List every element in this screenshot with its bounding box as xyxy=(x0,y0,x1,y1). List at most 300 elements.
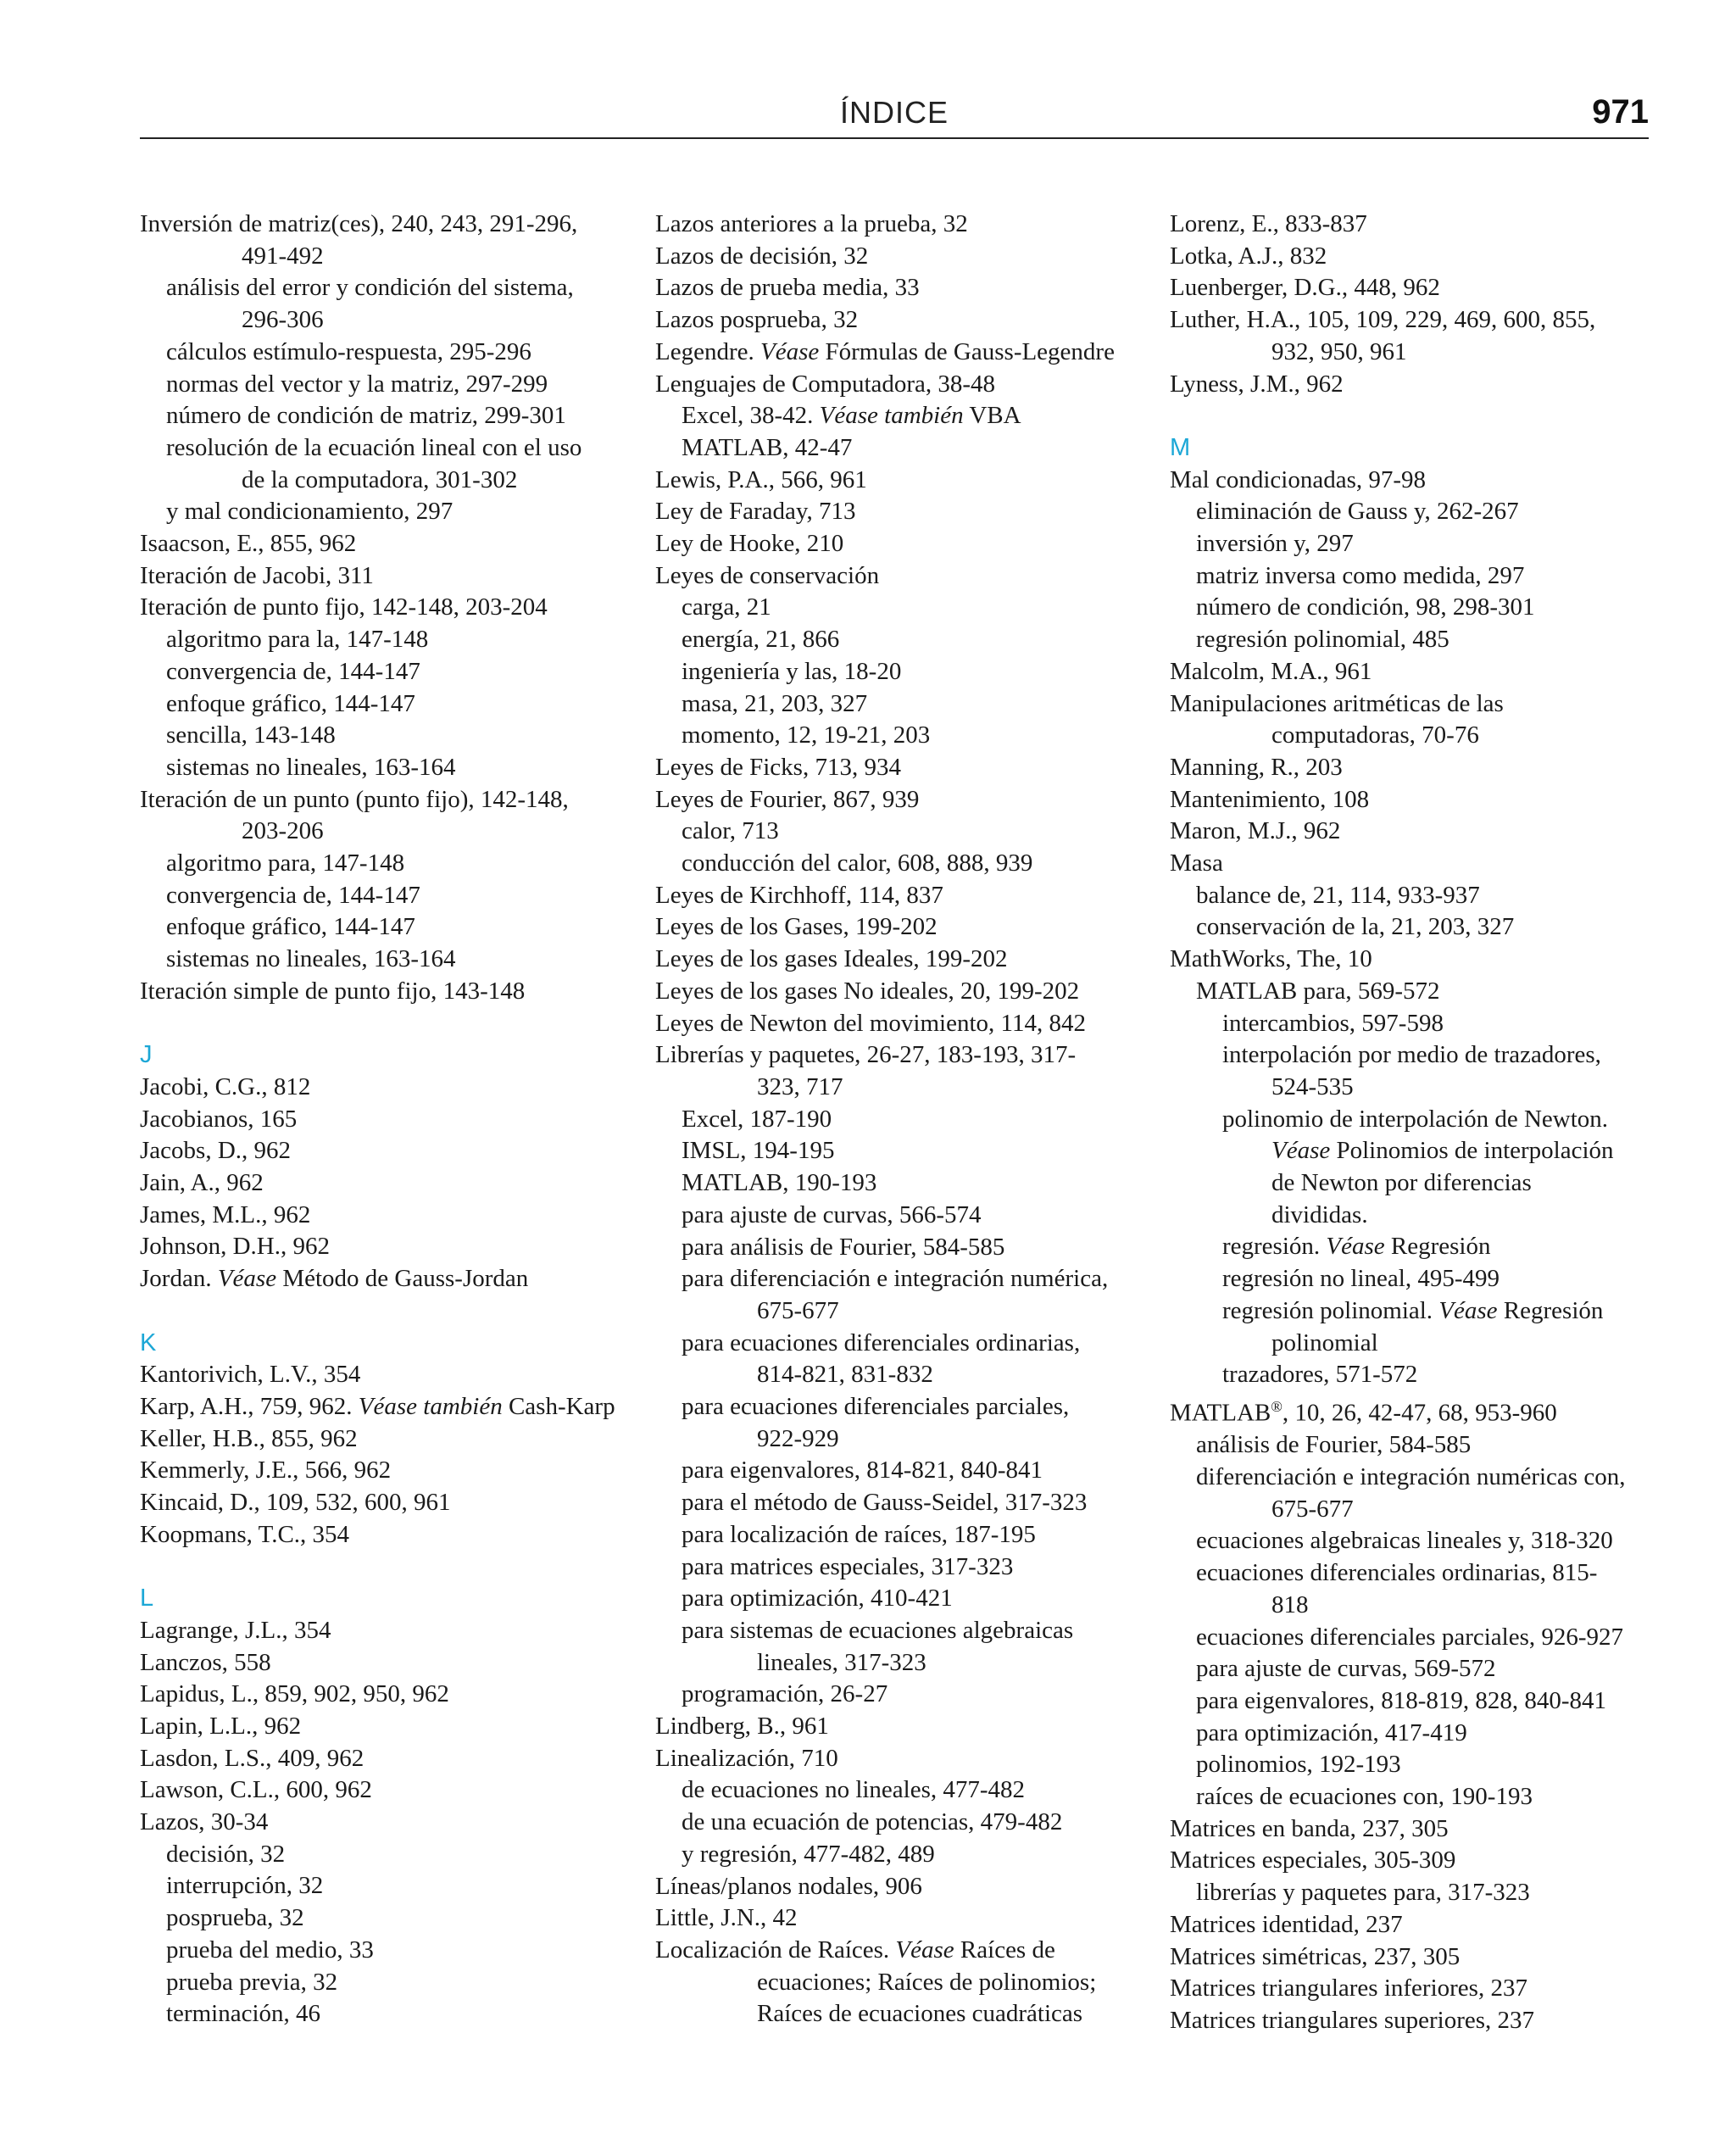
entry-text: Iteración de punto fijo, 142-148, 203-204 xyxy=(140,593,548,621)
entry-text: raíces de ecuaciones con, 190-193 xyxy=(1196,1783,1533,1811)
entry-text: Matrices en banda, 237, 305 xyxy=(1170,1814,1449,1842)
entry-text: Lazos posprueba, 32 xyxy=(655,306,859,334)
index-entry-continuation xyxy=(1170,337,1653,369)
index-entry-level-0 xyxy=(655,1008,1164,1040)
index-entry-level-1 xyxy=(140,752,640,784)
index-entry-level-0 xyxy=(655,911,1164,944)
index-entry-level-0 xyxy=(1170,304,1653,337)
index-entry-level-0 xyxy=(655,241,1164,273)
index-entry-level-0 xyxy=(140,1263,640,1295)
entry-text: regresión no lineal, 495-499 xyxy=(1222,1265,1500,1293)
entry-text: para optimización, 410-421 xyxy=(682,1585,953,1612)
index-entry-level-0 xyxy=(1170,752,1653,784)
index-entry-level-0 xyxy=(655,976,1164,1008)
index-entry-level-1 xyxy=(655,432,1164,465)
running-head-title: ÍNDICE xyxy=(839,95,949,130)
entry-text: Lorenz, E., 833-837 xyxy=(1170,210,1367,237)
entry-text: Mal condicionadas, 97-98 xyxy=(1170,465,1427,493)
index-entry-level-0 xyxy=(140,784,640,816)
index-entry-level-1 xyxy=(655,1391,1164,1423)
index-entry-level-2 xyxy=(1170,1008,1653,1040)
index-entry-level-1 xyxy=(655,816,1164,848)
entry-text: trazadores, 571-572 xyxy=(1222,1361,1418,1389)
index-entry-continuation xyxy=(655,1295,1164,1328)
index-entry-level-1 xyxy=(1170,1653,1653,1685)
entry-text: Lazos de prueba media, 33 xyxy=(655,274,920,302)
entry-text: Leyes de Ficks, 713, 934 xyxy=(655,753,901,781)
entry-text: Maron, M.J., 962 xyxy=(1170,817,1341,845)
entry-text: para ecuaciones diferenciales parciales, xyxy=(682,1393,1070,1421)
index-entry-continuation xyxy=(1170,1167,1653,1200)
index-entry-continuation xyxy=(1170,1328,1653,1360)
entry-text: balance de, 21, 114, 933-937 xyxy=(1196,881,1480,909)
entry-text: análisis del error y condición del sistema, xyxy=(166,274,574,302)
entry-text: Excel, 187-190 xyxy=(682,1105,832,1133)
entry-text: Cash-Karp xyxy=(502,1392,615,1420)
entry-text: Iteración simple de punto fijo, 143-148 xyxy=(140,977,526,1005)
entry-text: convergencia de, 144-147 xyxy=(166,657,420,685)
index-entry-level-0 xyxy=(1170,944,1653,976)
index-entry-level-1 xyxy=(140,400,640,432)
index-entry-level-1 xyxy=(1170,1718,1653,1750)
entry-text: 323, 717 xyxy=(757,1072,843,1100)
entry-text: posprueba, 32 xyxy=(166,1904,304,1932)
entry-text: MATLAB para, 569-572 xyxy=(1196,977,1440,1005)
index-entry-level-1 xyxy=(655,1328,1164,1360)
index-entry-level-1 xyxy=(140,720,640,752)
entry-text: IMSL, 194-195 xyxy=(682,1137,835,1165)
index-entry-level-0 xyxy=(1170,1973,1653,2005)
index-entry-level-0 xyxy=(140,560,640,593)
index-entry-level-0 xyxy=(140,1391,640,1423)
entry-text: 675-677 xyxy=(757,1296,839,1324)
index-entry-level-0 xyxy=(140,1135,640,1167)
index-entry-level-0 xyxy=(1170,1909,1653,1941)
index-entry-level-1 xyxy=(140,624,640,656)
entry-text: intercambios, 597-598 xyxy=(1222,1009,1444,1037)
index-entry-level-1 xyxy=(140,432,640,465)
entry-text: para ecuaciones diferenciales ordinarias, xyxy=(682,1328,1081,1356)
index-entry-level-1 xyxy=(140,337,640,369)
cross-reference-text: Véase xyxy=(1271,1137,1331,1165)
entry-text: Iteración de Jacobi, 311 xyxy=(140,561,374,589)
section-letter-heading: K xyxy=(140,1328,157,1356)
index-entry-level-0 xyxy=(655,560,1164,593)
entry-text: Leyes de Newton del movimiento, 114, 842 xyxy=(655,1009,1086,1037)
entry-text: número de condición, 98, 298-301 xyxy=(1196,593,1535,621)
entry-text: Lawson, C.L., 600, 962 xyxy=(140,1776,372,1804)
index-entry-level-1 xyxy=(140,1998,640,2030)
index-entry-level-1 xyxy=(1170,1462,1653,1494)
entry-text: Fórmulas de Gauss-Legendre xyxy=(819,337,1115,365)
cross-reference-text: Véase xyxy=(1326,1233,1385,1261)
index-entry-level-0 xyxy=(1170,848,1653,880)
entry-text: Keller, H.B., 855, 962 xyxy=(140,1424,358,1452)
entry-text: Manipulaciones aritméticas de las xyxy=(1170,689,1504,717)
index-entry-level-0 xyxy=(655,272,1164,304)
index-entry-level-0 xyxy=(140,1072,640,1104)
index-entry-level-0 xyxy=(655,1871,1164,1903)
index-entry-level-0 xyxy=(655,1711,1164,1743)
entry-text: para el método de Gauss-Seidel, 317-323 xyxy=(682,1489,1088,1517)
entry-text: Kantorivich, L.V., 354 xyxy=(140,1361,361,1389)
entry-text: Leyes de los gases Ideales, 199-202 xyxy=(655,945,1008,973)
entry-text: VBA xyxy=(963,402,1021,430)
index-entry-level-0 xyxy=(655,1743,1164,1775)
index-entry-level-1 xyxy=(1170,1781,1653,1813)
section-spacer xyxy=(140,1551,640,1583)
index-entry-level-0 xyxy=(140,1647,640,1679)
index-entry-level-0 xyxy=(140,1167,640,1200)
index-entry-level-0 xyxy=(140,976,640,1008)
index-entry-level-0 xyxy=(655,337,1164,369)
index-entry-level-1 xyxy=(1170,1685,1653,1718)
index-entry-continuation xyxy=(1170,1200,1653,1232)
index-entry-level-1 xyxy=(655,720,1164,752)
index-entry-continuation xyxy=(1170,1590,1653,1622)
cross-reference-text: Véase también xyxy=(819,402,964,430)
index-entry-level-0 xyxy=(655,369,1164,401)
entry-text: 491-492 xyxy=(242,242,324,270)
entry-text: conservación de la, 21, 203, 327 xyxy=(1196,913,1515,941)
index-entry-level-1 xyxy=(140,272,640,304)
index-entry-level-0 xyxy=(140,1743,640,1775)
index-entry-level-0 xyxy=(1170,1813,1653,1846)
entry-text: carga, 21 xyxy=(682,593,771,621)
entry-text: Kincaid, D., 109, 532, 600, 961 xyxy=(140,1489,451,1517)
entry-text: para ajuste de curvas, 566-574 xyxy=(682,1200,982,1228)
entry-text: Kemmerly, J.E., 566, 962 xyxy=(140,1457,392,1484)
index-entry-level-0 xyxy=(140,209,640,241)
entry-text: Matrices especiales, 305-309 xyxy=(1170,1846,1456,1874)
entry-text: interrupción, 32 xyxy=(166,1872,324,1900)
entry-text: 932, 950, 961 xyxy=(1271,337,1407,365)
entry-text: Raíces de xyxy=(954,1936,1055,1963)
index-entry-level-2 xyxy=(1170,1295,1653,1328)
index-entry-level-0 xyxy=(140,1774,640,1807)
entry-text: de ecuaciones no lineales, 477-482 xyxy=(682,1776,1026,1804)
index-entry-level-1 xyxy=(655,1455,1164,1487)
entry-text: regresión. xyxy=(1222,1233,1327,1261)
entry-text: librerías y paquetes para, 317-323 xyxy=(1196,1879,1530,1907)
index-entry-level-0 xyxy=(140,1359,640,1391)
index-entry-continuation xyxy=(655,1967,1164,1999)
index-entry-level-0 xyxy=(655,752,1164,784)
entry-text: ingeniería y las, 18-20 xyxy=(682,657,902,685)
section-spacer xyxy=(140,1295,640,1328)
entry-text: Localización de Raíces. xyxy=(655,1936,896,1963)
index-entry-level-1 xyxy=(655,688,1164,721)
index-entry-level-1 xyxy=(140,656,640,688)
index-entry-continuation xyxy=(655,1359,1164,1391)
entry-text: Lazos anteriores a la prueba, 32 xyxy=(655,210,968,237)
entry-text: resolución de la ecuación lineal con el uso xyxy=(166,433,582,461)
cross-reference-text: Véase también xyxy=(358,1392,503,1420)
entry-text: Lazos de decisión, 32 xyxy=(655,242,869,270)
index-entry-level-0 xyxy=(1170,272,1653,304)
entry-text: Leyes de los gases No ideales, 20, 199-202 xyxy=(655,977,1080,1005)
section-spacer xyxy=(140,1008,640,1040)
index-entry-level-0 xyxy=(140,1423,640,1456)
entry-text: Lewis, P.A., 566, 961 xyxy=(655,465,867,493)
index-entry-level-1 xyxy=(1170,1525,1653,1557)
index-entry-level-0 xyxy=(1170,209,1653,241)
entry-text: algoritmo para, 147-148 xyxy=(166,849,405,877)
entry-text: ecuaciones; Raíces de polinomios; xyxy=(757,1968,1097,1996)
entry-text: ecuaciones diferenciales parciales, 926-927 xyxy=(1196,1623,1624,1651)
index-entry-level-0 xyxy=(655,496,1164,528)
entry-text: de la computadora, 301-302 xyxy=(242,465,518,493)
entry-text: enfoque gráfico, 144-147 xyxy=(166,689,415,717)
index-entry-level-0 xyxy=(1170,688,1653,721)
entry-text: convergencia de, 144-147 xyxy=(166,881,420,909)
entry-text: Iteración de un punto (punto fijo), 142-148, xyxy=(140,785,569,813)
entry-text: Excel, 38-42. xyxy=(682,402,820,430)
index-entry-level-0 xyxy=(655,304,1164,337)
entry-text: MATLAB, 42-47 xyxy=(682,433,853,461)
entry-text: Mantenimiento, 108 xyxy=(1170,785,1370,813)
page-header xyxy=(140,93,1649,139)
index-entry-continuation xyxy=(655,1647,1164,1679)
entry-text: análisis de Fourier, 584-585 xyxy=(1196,1431,1472,1459)
entry-text: y mal condicionamiento, 297 xyxy=(166,498,453,526)
index-entry-level-1 xyxy=(140,848,640,880)
entry-text: Polinomios de interpolación xyxy=(1330,1137,1614,1165)
entry-text: James, M.L., 962 xyxy=(140,1200,311,1228)
entry-text: 675-677 xyxy=(1271,1495,1354,1523)
entry-text: 203-206 xyxy=(242,817,324,845)
entry-text: Jacobi, C.G., 812 xyxy=(140,1072,311,1100)
index-entry-level-0 xyxy=(1170,369,1653,401)
entry-text: de Newton por diferencias xyxy=(1271,1169,1532,1197)
entry-text: masa, 21, 203, 327 xyxy=(682,689,868,717)
entry-text: para eigenvalores, 818-819, 828, 840-841 xyxy=(1196,1686,1607,1714)
index-entry-level-1 xyxy=(1170,1877,1653,1909)
index-entry-level-1 xyxy=(140,1935,640,1967)
index-entry-level-1 xyxy=(1170,496,1653,528)
index-entry-continuation xyxy=(655,1072,1164,1104)
index-entry-level-0 xyxy=(1170,784,1653,816)
index-entry-level-0 xyxy=(1170,1391,1653,1429)
index-entry-continuation xyxy=(1170,1494,1653,1526)
index-entry-level-2 xyxy=(1170,1359,1653,1391)
entry-text: polinomio de interpolación de Newton. xyxy=(1222,1105,1609,1133)
entry-text: sencilla, 143-148 xyxy=(166,721,336,749)
entry-text: Jordan. xyxy=(140,1265,218,1293)
index-entry-level-1 xyxy=(140,1870,640,1902)
index-entry-level-1 xyxy=(655,1200,1164,1232)
index-entry-level-1 xyxy=(655,1167,1164,1200)
entry-text: Masa xyxy=(1170,849,1223,877)
entry-text: Líneas/planos nodales, 906 xyxy=(655,1872,922,1900)
index-entry-level-0 xyxy=(1170,241,1653,273)
index-entry-level-1 xyxy=(1170,560,1653,593)
index-entry-level-0 xyxy=(655,944,1164,976)
index-entry-level-0 xyxy=(1170,1845,1653,1877)
entry-text: Manning, R., 203 xyxy=(1170,753,1343,781)
index-entry-level-1 xyxy=(140,1839,640,1871)
section-letter-heading: L xyxy=(140,1585,154,1612)
entry-text: para localización de raíces, 187-195 xyxy=(682,1520,1036,1548)
index-entry-level-0 xyxy=(140,1615,640,1647)
index-entry-level-0 xyxy=(655,1935,1164,1967)
entry-text: Lindberg, B., 961 xyxy=(655,1713,829,1741)
entry-text: programación, 26-27 xyxy=(682,1680,888,1708)
entry-text: Luther, H.A., 105, 109, 229, 469, 600, 855, xyxy=(1170,306,1596,334)
index-entry-level-1 xyxy=(655,1839,1164,1871)
entry-text: Matrices identidad, 237 xyxy=(1170,1910,1403,1938)
index-entry-continuation xyxy=(655,1998,1164,2030)
index-entry-level-0 xyxy=(1170,2005,1653,2037)
entry-text: Matrices triangulares inferiores, 237 xyxy=(1170,1975,1527,2002)
index-entry-level-0 xyxy=(655,528,1164,560)
entry-text: eliminación de Gauss y, 262-267 xyxy=(1196,498,1519,526)
index-entry-continuation xyxy=(140,304,640,337)
entry-text: Karp, A.H., 759, 962. xyxy=(140,1392,359,1420)
entry-text: ecuaciones diferenciales ordinarias, 815- xyxy=(1196,1559,1598,1587)
entry-text: polinomios, 192-193 xyxy=(1196,1751,1401,1779)
entry-text: decisión, 32 xyxy=(166,1840,286,1868)
index-entry-level-1 xyxy=(1170,592,1653,624)
index-entry-continuation xyxy=(1170,720,1653,752)
index-entry-level-1 xyxy=(655,1807,1164,1839)
entry-text: MathWorks, The, 10 xyxy=(1170,945,1372,973)
index-entry-level-1 xyxy=(140,1967,640,1999)
index-entry-level-1 xyxy=(1170,1622,1653,1654)
cross-reference-text: Véase xyxy=(217,1265,277,1293)
entry-text: 814-821, 831-832 xyxy=(757,1361,933,1389)
index-entry-continuation xyxy=(1170,1135,1653,1167)
entry-text: Leyes de conservación xyxy=(655,561,880,589)
index-entry-level-1 xyxy=(655,848,1164,880)
index-entry-level-1 xyxy=(1170,911,1653,944)
entry-text: energía, 21, 866 xyxy=(682,626,840,654)
index-column-1 xyxy=(140,209,640,2030)
section-letter-heading: M xyxy=(1170,433,1191,461)
index-entry-level-1 xyxy=(140,496,640,528)
index-entry-level-1 xyxy=(655,656,1164,688)
index-entry-continuation xyxy=(140,465,640,497)
entry-text: Leyes de Kirchhoff, 114, 837 xyxy=(655,881,943,909)
index-entry-level-0 xyxy=(655,465,1164,497)
index-entry-level-0 xyxy=(140,1807,640,1839)
index-entry-level-0 xyxy=(1170,465,1653,497)
entry-text: Lapidus, L., 859, 902, 950, 962 xyxy=(140,1680,449,1708)
entry-text: de una ecuación de potencias, 479-482 xyxy=(682,1808,1063,1836)
entry-text: para sistemas de ecuaciones algebraicas xyxy=(682,1616,1074,1644)
index-entry-continuation xyxy=(140,241,640,273)
entry-text: Lyness, J.M., 962 xyxy=(1170,370,1344,398)
index-entry-continuation xyxy=(655,1423,1164,1456)
entry-text: MATLAB xyxy=(1170,1399,1271,1427)
entry-text: interpolación por medio de trazadores, xyxy=(1222,1041,1601,1069)
index-entry-level-0 xyxy=(1170,1941,1653,1974)
index-entry-level-1 xyxy=(655,1487,1164,1519)
index-entry-level-1 xyxy=(140,944,640,976)
index-entry-level-2 xyxy=(1170,1263,1653,1295)
entry-text: Matrices triangulares superiores, 237 xyxy=(1170,2007,1535,2034)
index-entry-level-2 xyxy=(1170,1104,1653,1136)
entry-text: regresión polinomial. xyxy=(1222,1296,1439,1324)
section-letter-heading: J xyxy=(140,1041,153,1069)
entry-text: Johnson, D.H., 962 xyxy=(140,1233,330,1261)
entry-text: prueba previa, 32 xyxy=(166,1968,338,1996)
index-entry-level-1 xyxy=(140,911,640,944)
index-entry-level-0 xyxy=(140,528,640,560)
index-entry-level-0 xyxy=(655,1039,1164,1072)
index-entry-level-1 xyxy=(140,369,640,401)
entry-text: normas del vector y la matriz, 297-299 xyxy=(166,370,548,398)
index-entry-level-0 xyxy=(655,1902,1164,1935)
page-number: 971 xyxy=(1592,93,1649,131)
entry-text: Little, J.N., 42 xyxy=(655,1904,798,1932)
entry-text: momento, 12, 19-21, 203 xyxy=(682,721,931,749)
entry-text: Malcolm, M.A., 961 xyxy=(1170,657,1372,685)
entry-text: diferenciación e integración numéricas con, xyxy=(1196,1463,1626,1491)
section-spacer xyxy=(1170,400,1653,432)
index-entry-level-0 xyxy=(140,1200,640,1232)
index-entry-level-1 xyxy=(140,688,640,721)
entry-text: Lotka, A.J., 832 xyxy=(1170,242,1327,270)
index-column-2 xyxy=(655,209,1164,2030)
index-column-3 xyxy=(1170,209,1653,2037)
entry-text: Ley de Faraday, 713 xyxy=(655,498,856,526)
index-entry-level-2 xyxy=(1170,1039,1653,1072)
index-entry-level-1 xyxy=(140,880,640,912)
index-entry-level-1 xyxy=(1170,1429,1653,1462)
entry-text: cálculos estímulo-respuesta, 295-296 xyxy=(166,337,531,365)
entry-text: Jacobianos, 165 xyxy=(140,1105,298,1133)
entry-text: Regresión xyxy=(1497,1296,1604,1324)
index-entry-level-1 xyxy=(1170,976,1653,1008)
entry-text: Raíces de ecuaciones cuadráticas xyxy=(757,2000,1083,2028)
index-entry-continuation xyxy=(140,816,640,848)
entry-text: Ley de Hooke, 210 xyxy=(655,530,844,558)
entry-text: Lanczos, 558 xyxy=(140,1648,271,1676)
entry-text: Lenguajes de Computadora, 38-48 xyxy=(655,370,996,398)
entry-text: 524-535 xyxy=(1271,1072,1354,1100)
entry-text: Luenberger, D.G., 448, 962 xyxy=(1170,274,1440,302)
index-entry-level-1 xyxy=(1170,880,1653,912)
entry-text: polinomial xyxy=(1271,1328,1378,1356)
entry-text: para diferenciación e integración numérica, xyxy=(682,1265,1109,1293)
index-entry-level-0 xyxy=(1170,656,1653,688)
entry-text: Regresión xyxy=(1384,1233,1491,1261)
index-entry-level-1 xyxy=(655,1519,1164,1551)
entry-text: 296-306 xyxy=(242,306,324,334)
index-entry-level-1 xyxy=(655,1135,1164,1167)
entry-text: número de condición de matriz, 299-301 xyxy=(166,402,566,430)
index-entry-level-1 xyxy=(140,1902,640,1935)
entry-text: Jacobs, D., 962 xyxy=(140,1137,292,1165)
index-entry-level-0 xyxy=(655,209,1164,241)
index-entry-level-0 xyxy=(140,1455,640,1487)
index-entry-level-0 xyxy=(140,1519,640,1551)
entry-text: , 10, 26, 42-47, 68, 953-960 xyxy=(1282,1399,1557,1427)
index-entry-level-1 xyxy=(655,624,1164,656)
entry-text: matriz inversa como medida, 297 xyxy=(1196,561,1525,589)
index-entry-level-1 xyxy=(655,1774,1164,1807)
entry-text: calor, 713 xyxy=(682,817,779,845)
entry-text: Lazos, 30-34 xyxy=(140,1808,269,1836)
entry-text: computadoras, 70-76 xyxy=(1271,721,1479,749)
index-entry-level-0 xyxy=(140,1711,640,1743)
cross-reference-text: Véase xyxy=(760,337,820,365)
entry-text: para optimización, 417-419 xyxy=(1196,1718,1467,1746)
index-entry-level-0 xyxy=(140,1231,640,1263)
index-entry-level-0 xyxy=(655,880,1164,912)
index-entry-level-1 xyxy=(655,1583,1164,1615)
